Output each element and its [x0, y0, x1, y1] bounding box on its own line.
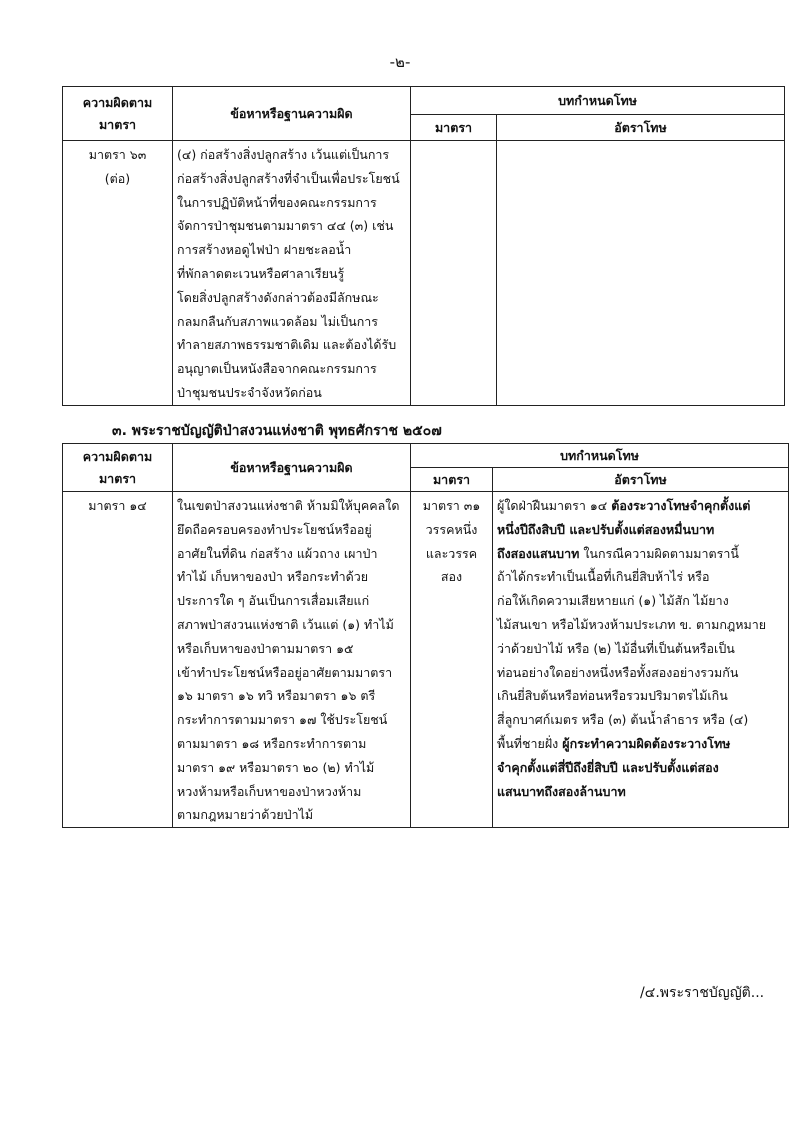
- rate-text: ไม้สนเขา หรือไม้หวงห้ามประเภท ข. ตามกฎหมาย: [497, 616, 767, 632]
- rate-text: พื้นที่ชายฝั่ง: [497, 735, 563, 751]
- rate-text: สี่ลูกบาศก์เมตร หรือ (๓) ต้นน้ำลำธาร หรือ (๔): [497, 712, 749, 728]
- rate-line: [497, 732, 784, 756]
- header-rate: อัตราโทษ: [497, 115, 785, 141]
- header-offense-section: ความผิดตาม มาตรา: [63, 87, 173, 141]
- offense-cell: มาตรา ๑๔: [63, 492, 173, 828]
- rate-line: [497, 613, 784, 637]
- rate-line: [497, 565, 784, 589]
- rate-line: [497, 589, 784, 613]
- penalty-table-1: [62, 86, 785, 406]
- charge-cell: (๔) ก่อสร้างสิ่งปลูกสร้าง เว้นแต่เป็นการ ก่อสร้างสิ่งปลูกสร้างที่จำเป็นเพื่อประโยชน์ ในการปฏิบัติหน้าที่ของคณะกรรมการ จัดการป่าชุมชนตามมาตรา ๔๔ (๓) เช่น การสร้างหอดูไฟป่า ฝายชะลอน้ำ ที่พักลาดตะเวนหรือศาลาเรียนรู้ โดยสิ่งปลูกสร้างดังกล่าวต้องมีลักษณะ กลมกลืนกับสภาพแวดล้อม ไม่เป็นการ ทำลายสภาพธรรมชาติเดิม และต้องได้รับ อนุญาตเป็นหนังสือจากคณะกรรมการ ป่าชุมชนประจำจังหวัดก่อน: [173, 141, 411, 406]
- rate-line: [497, 518, 784, 542]
- header-offense-section: ความผิดตาม มาตรา: [63, 444, 173, 492]
- rate-text: ท่อนอย่างใดอย่างหนึ่งหรือทั้งสองอย่างรวมกัน: [497, 664, 739, 680]
- section-cell: [411, 141, 497, 406]
- penalty-table-2: [62, 443, 789, 828]
- rate-bold-text: ถึงสองแสนบาท: [497, 545, 580, 561]
- rate-cell: [497, 141, 785, 406]
- header-penalty-group: บทกำหนดโทษ: [411, 444, 789, 468]
- section-heading: ๓. พระราชบัญญัติป่าสงวนแห่งชาติ พุทธศักราช ๒๕๐๗: [112, 423, 442, 439]
- rate-line: [497, 756, 784, 780]
- rate-text: ในกรณีความผิดตามมาตรานี้: [579, 545, 739, 561]
- rate-text: ถ้าได้กระทำเป็นเนื้อที่เกินยี่สิบห้าไร่ หรือ: [497, 569, 710, 585]
- header-section: มาตรา: [411, 115, 497, 141]
- rate-text: ผู้ใดฝ่าฝืนมาตรา ๑๔: [497, 498, 612, 513]
- rate-line: [497, 494, 784, 518]
- rate-line: [497, 661, 784, 685]
- rate-line: [497, 542, 784, 566]
- rate-bold-text: แสนบาทถึงสองล้านบาท: [497, 783, 626, 799]
- rate-text: ว่าด้วยป่าไม้ หรือ (๒) ไม้อื่นที่เป็นต้นหรือเป็น: [497, 640, 735, 656]
- rate-cell: [493, 492, 789, 828]
- rate-line: [497, 780, 784, 804]
- header-penalty-group: บทกำหนดโทษ: [411, 87, 785, 115]
- rate-bold-text: ผู้กระทำความผิดต้องระวางโทษ: [562, 735, 731, 751]
- rate-bold-text: หนึ่งปีถึงสิบปี และปรับตั้งแต่สองหมื่นบาท: [497, 521, 715, 537]
- rate-bold-text: ต้องระวางโทษจำคุกตั้งแต่: [611, 498, 751, 513]
- header-rate: อัตราโทษ: [493, 468, 789, 492]
- rate-line: [497, 708, 784, 732]
- charge-cell: ในเขตป่าสงวนแห่งชาติ ห้ามมิให้บุคคลใด ยึดถือครอบครองทำประโยชน์หรืออยู่ อาศัยในที่ดิน ก่อสร้าง แผ้วถาง เผาป่า ทำไม้ เก็บหาของป่า หรือกระทำด้วย ประการใด ๆ อันเป็นการเสื่อมเสียแก่ สภาพป่าสงวนแห่งชาติ เว้นแต่ (๑) ทำไม้ หรือเก็บหาของป่าตามมาตรา ๑๕ เข้าทำประโยชน์หรืออยู่อาศัยตามมาตรา ๑๖ มาตรา ๑๖ ทวิ หรือมาตรา ๑๖ ตรี กระทำการตามมาตรา ๑๗ ใช้ประโยชน์ ตามมาตรา ๑๘ หรือกระทำการตาม มาตรา ๑๙ หรือมาตรา ๒๐ (๒) ทำไม้ หวงห้ามหรือเก็บหาของป่าหวงห้าม ตามกฎหมายว่าด้วยป่าไม้: [173, 492, 411, 828]
- header-charge: ข้อหาหรือฐานความผิด: [173, 444, 411, 492]
- rate-text: เกินยี่สิบต้นหรือท่อนหรือรวมปริมาตรไม้เกิน: [497, 688, 728, 704]
- section-cell: มาตรา ๓๑ วรรคหนึ่ง และวรรค สอง: [411, 492, 493, 828]
- header-charge: ข้อหาหรือฐานความผิด: [173, 87, 411, 141]
- rate-line: [497, 637, 784, 661]
- footer-continuation: /๔.พระราชบัญญัติ...: [640, 985, 765, 1001]
- rate-bold-text: จำคุกตั้งแต่สี่ปีถึงยี่สิบปี และปรับตั้งแต่สอง: [497, 759, 719, 775]
- page-number: -๒-: [389, 53, 411, 71]
- rate-line: [497, 684, 784, 708]
- header-section: มาตรา: [411, 468, 493, 492]
- offense-cell: มาตรา ๖๓ (ต่อ): [63, 141, 173, 406]
- rate-text: ก่อให้เกิดความเสียหายแก่ (๑) ไม้สัก ไม้ยาง: [497, 593, 729, 609]
